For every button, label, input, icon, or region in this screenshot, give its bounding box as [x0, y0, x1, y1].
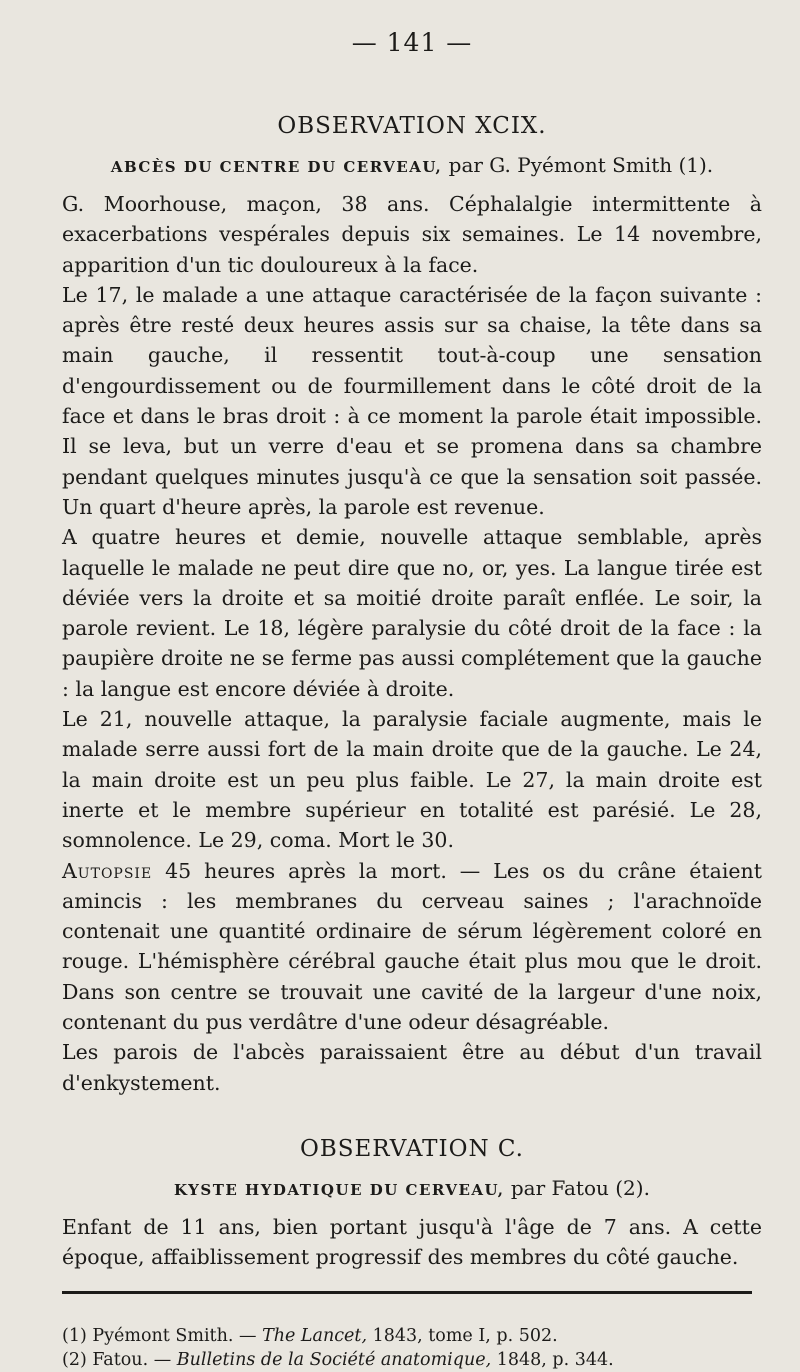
paragraph-3: A quatre heures et demie, nouvelle attaque semblable, après laquelle le malade ne peut dire que no, or, yes. La langue tirée est déviée vers la droite et sa moitié droite paraît enflée. Le soir, la parole revient. Le 18, légère paralysie du côté droit de la face : la paupière droite ne se ferme pas aussi complétement que la gauche : la langue est encore déviée à droite.	[62, 525, 762, 701]
subtitle-caps-c: KYSTE HYDATIQUE DU CERVEAU,	[174, 1180, 505, 1199]
footnote-2-prefix: (2) Fatou. —	[62, 1349, 172, 1370]
footnote-2-title: Bulletins de la Société anatomique,	[176, 1349, 492, 1370]
footnote-1-suffix: 1843, tome I, p. 502.	[372, 1325, 558, 1346]
autopsie-text: 45 heures après la mort. — Les os du crâne étaient amincis : les membranes du cerveau saines ; l'arachnoïde contenait une quantité ordinaire de sérum légèrement coloré en rouge. L'hémisphère cérébral gauche était plus mou que le droit. Dans son centre se trouvait une cavité de la largeur d'une noix, contenant du pus verdâtre d'une odeur désagréable.	[62, 858, 762, 1035]
footnotes	[62, 1324, 762, 1372]
observation-subtitle-xcix	[62, 153, 762, 177]
autopsie-label: Autopsie	[62, 858, 153, 883]
observation-body-c	[62, 1212, 762, 1273]
paragraph-c-1: Enfant de 11 ans, bien portant jusqu'à l'âge de 7 ans. A cette époque, affaiblissement progressif des membres du côté gauche.	[62, 1214, 762, 1270]
footnote-1-title: The Lancet,	[262, 1325, 368, 1346]
paragraph-2: Le 17, le malade a une attaque caractérisée de la façon suivante : après être resté deux heures assis sur sa chaise, la tête dans sa main gauche, il ressentit tout-à-coup une sensation d'engourdissement ou de fourmillement dans le côté droit de la face et dans le bras droit : à ce moment la parole était impossible. Il se leva, but un verre d'eau et se promena dans sa chambre pendant quelques minutes jusqu'à ce que la sensation soit passée. Un quart d'heure après, la parole est revenue.	[62, 282, 762, 519]
page-number: — 141 —	[351, 28, 473, 57]
observation-title-c: OBSERVATION C.	[299, 1135, 524, 1162]
observation-title-xcix: OBSERVATION XCIX.	[277, 113, 547, 139]
footnote-1	[62, 1324, 762, 1348]
subtitle-author: par G. Pyémont Smith (1).	[448, 153, 714, 177]
observation-body-xcix	[62, 189, 762, 1098]
footnote-divider	[62, 1291, 752, 1294]
paragraph-autopsie	[62, 856, 762, 1038]
footnote-2-suffix: 1848, p. 344.	[496, 1349, 614, 1370]
paragraph-4: Le 21, nouvelle attaque, la paralysie faciale augmente, mais le malade serre aussi fort de la main droite que de la gauche. Le 24, la main droite est un peu plus faible. Le 27, la main droite est inerte et le membre supérieur en totalité est parésié. Le 28, somnolence. Le 29, coma. Mort le 30.	[62, 707, 762, 853]
subtitle-author-c: par Fatou (2).	[510, 1175, 650, 1200]
footnote-1-prefix: (1) Pyémont Smith. —	[62, 1325, 257, 1346]
subtitle-caps: ABCÈS DU CENTRE DU CERVEAU,	[110, 158, 443, 176]
paragraph-last: Les parois de l'abcès paraissaient être au début d'un travail d'enkystement.	[62, 1040, 762, 1095]
paragraph-1: G. Moorhouse, maçon, 38 ans. Céphalalgie intermittente à exacerbations vespérales depuis six semaines. Le 14 novembre, apparition d'un tic douloureux à la face.	[62, 192, 762, 277]
footnote-2	[62, 1348, 762, 1372]
observation-subtitle-c	[62, 1176, 762, 1200]
